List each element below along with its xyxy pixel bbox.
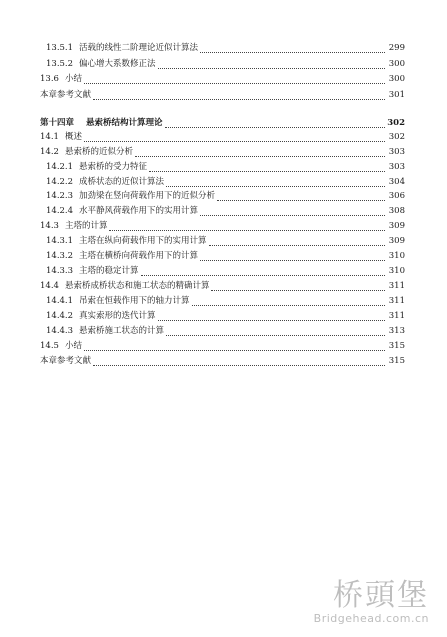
toc-entry [46,295,405,308]
toc-entry [40,340,405,353]
toc-entry-page: 306 [388,191,405,201]
watermark-logo [314,580,429,625]
toc-entry-number: 14.2.2 [46,177,74,187]
toc-entry-number: 13.5.2 [46,59,74,69]
dot-leader [158,312,385,321]
toc-entry-page: 308 [388,206,405,216]
toc-entry-number: 14.2.4 [46,206,74,216]
toc-entry-title: 主塔在纵向荷载作用下的实用计算 [79,236,207,246]
toc-entry-page: 299 [388,43,405,53]
toc-entry-title: 小结 [64,74,82,84]
dot-leader [217,192,385,201]
toc-entry-page: 311 [388,296,405,306]
toc-entry [40,280,405,293]
toc-entry [46,190,405,203]
toc-entry-number: 14.4.3 [46,326,74,336]
toc-entry-page: 310 [388,251,405,261]
dot-leader [158,60,385,69]
dot-leader [192,297,385,306]
toc-entry-page: 302 [388,132,405,142]
dot-leader [93,357,385,366]
toc-entry [46,205,405,218]
dot-leader [211,282,385,291]
toc-entry-page: 300 [388,59,405,69]
dot-leader [93,91,385,100]
toc-entry-number: 14.4 [40,281,59,291]
toc-entry [46,42,405,55]
toc-entry [40,220,405,233]
toc-entry-title: 悬索桥的受力特征 [79,162,148,172]
toc-entry-title: 本章参考文献 [40,90,92,100]
toc-entry-title: 小结 [64,341,82,351]
toc-entry-number: 14.5 [40,341,59,351]
toc-entry-title: 活载的线性二阶理论近似计算法 [79,43,199,53]
dot-leader [209,237,385,246]
dot-leader [166,178,385,187]
toc-entry-title: 加劲梁在竖向荷载作用下的近似分析 [79,191,216,201]
chapter-title: 悬索桥结构计算理论 [86,118,163,128]
toc-entry-page: 310 [388,266,405,276]
toc-entry-title: 主塔的计算 [64,221,108,231]
dot-leader [109,222,385,231]
watermark-chinese: 桥頭堡 [333,578,429,613]
dot-leader [141,267,385,276]
toc-entry-page: 302 [387,118,405,128]
toc-entry-title: 悬索桥施工状态的计算 [79,326,165,336]
toc-entry [46,58,405,71]
toc-entry-number: 14.3 [40,221,59,231]
toc-entry-title: 主塔的稳定计算 [79,266,139,276]
toc-entry-number: 13.6 [40,74,59,84]
toc-entry-title: 悬索桥的近似分析 [64,147,133,157]
dot-leader [166,327,385,336]
dot-leader [135,148,385,157]
toc-entry-number: 14.1 [40,132,59,142]
toc-entry-page: 304 [388,177,405,187]
dot-leader [84,342,385,351]
toc-entry-number: 14.4.1 [46,296,74,306]
toc-entry-page: 311 [388,311,405,321]
toc-entry [46,235,405,248]
dot-leader [149,163,385,172]
toc-entry-title: 水平静风荷载作用下的实用计算 [79,206,199,216]
toc-entry [46,176,405,189]
toc-entry-page: 311 [388,281,405,291]
dot-leader [84,75,385,84]
toc-entry-title: 主塔在横桥向荷载作用下的计算 [79,251,199,261]
dot-leader [165,119,385,128]
toc-entry-page: 309 [388,236,405,246]
toc-entry [46,250,405,263]
dot-leader [200,44,385,53]
toc-entry-number: 14.2.3 [46,191,74,201]
toc-entry-title: 吊索在恒载作用下的轴力计算 [79,296,190,306]
toc-entry-number: 13.5.1 [46,43,74,53]
toc-entry [40,131,405,144]
toc-entry-title: 偏心增大系数修正法 [79,59,156,69]
toc-entry [40,355,405,368]
dot-leader [84,133,385,142]
toc-entry [40,73,405,86]
toc-entry-page: 313 [388,326,405,336]
dot-leader [200,207,385,216]
toc-entry-page: 303 [388,147,405,157]
chapter-heading [40,117,405,130]
toc-entry-title: 真实索形的迭代计算 [79,311,156,321]
toc-entry-title: 本章参考文献 [40,356,92,366]
toc-entry-number: 14.4.2 [46,311,74,321]
toc-entry [40,146,405,159]
toc-entry [40,89,405,102]
toc-entry-number: 14.2.1 [46,162,74,172]
toc-entry-number: 14.2 [40,147,59,157]
toc-entry [46,310,405,323]
toc-entry-page: 300 [388,74,405,84]
chapter-number: 第十四章 [40,118,75,128]
toc-entry-page: 303 [388,162,405,172]
toc-entry [46,325,405,338]
toc-entry-page: 301 [388,90,405,100]
watermark-url: Bridgehead.com.cn [313,612,429,625]
toc-entry-title: 成桥状态的近似计算法 [79,177,165,187]
toc-entry-number: 14.3.1 [46,236,74,246]
toc-entry-number: 14.3.3 [46,266,74,276]
toc-entry-page: 309 [388,221,405,231]
toc-entry [46,161,405,174]
dot-leader [200,252,385,261]
toc-entry-page: 315 [388,356,405,366]
toc-entry-title: 概述 [64,132,82,142]
toc-entry [46,265,405,278]
toc-entry-page: 315 [388,341,405,351]
toc-entry-title: 悬索桥成桥状态和施工状态的精确计算 [64,281,210,291]
toc-entry-number: 14.3.2 [46,251,74,261]
